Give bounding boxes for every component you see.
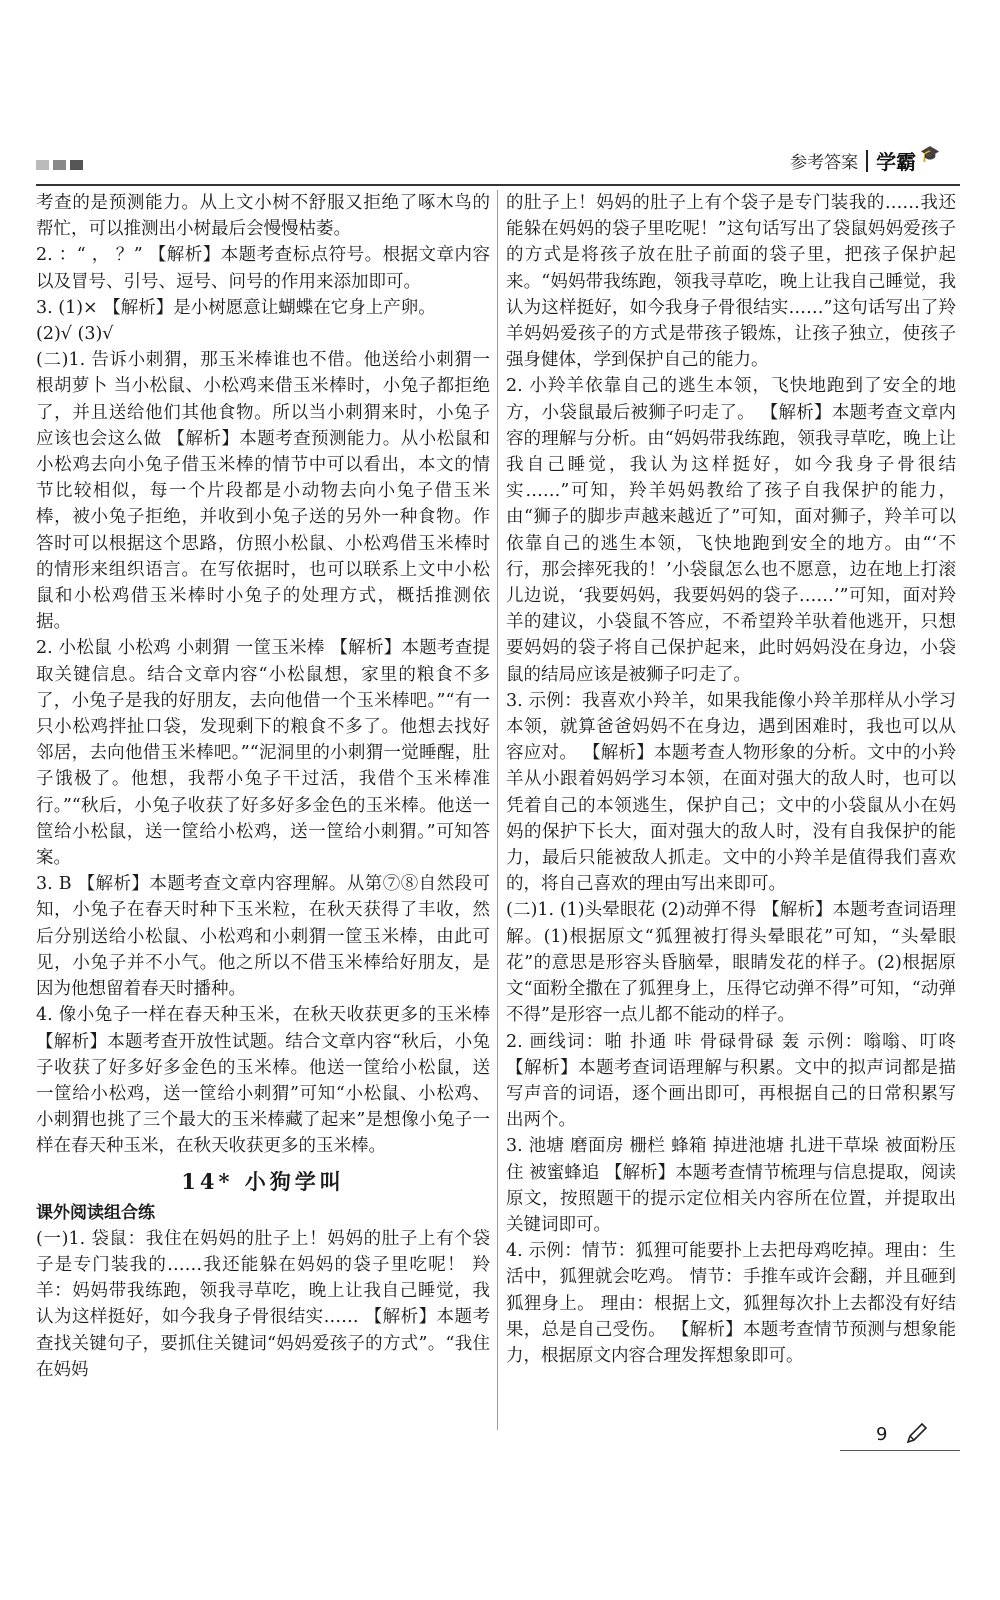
pencil-icon	[904, 1420, 930, 1446]
answer-paragraph: 4. 示例：情节：狐狸可能要扑上去把母鸡吃掉。理由：生活中，狐狸就会吃鸡。 情节：手推车或许会翻，并且砸到狐狸身上。 理由：根据上文，狐狸每次扑上去都没有好结果，总是自己受伤。 【解析】本题考查情节预测与想象能力，根据原文内容合理发挥想象即可。	[506, 1241, 956, 1366]
answer-paragraph: 3. 示例：我喜欢小羚羊，如果我能像小羚羊那样从小学习本领，就算爸爸妈妈不在身边，遇到困难时，我也可以从容应对。 【解析】本题考查人物形象的分析。文中的小羚羊从小跟着妈妈学习本领，在面对强大的敌人时，也可以凭着自己的本领逃生，保护自己；文中的小袋鼠从小在妈妈的保护下长大，面对强大的敌人时，没有自我保护的能力，最后只能被敌人抓走。文中的小羚羊是值得我们喜欢的，将自己喜欢的理由写出来即可。	[506, 690, 956, 895]
right-column	[506, 190, 956, 1369]
section-title: 课外阅读组合练	[36, 1202, 155, 1223]
header-brand-block	[790, 146, 940, 175]
answer-paragraph: 4. 像小兔子一样在春天种玉米，在秋天收获更多的玉米棒 【解析】本题考查开放性试题。结合文章内容“秋后，小兔子收获了好多好多金色的玉米棒。他送一筐给小松鼠，送一筐给小松鸡，送一筐给小刺猬”可知“小松鼠、小松鸡、小刺猬也挑了三个最大的玉米棒藏了起来”是想像小兔子一样在春天种玉米，在秋天收获更多的玉米棒。	[36, 1005, 490, 1157]
answer-paragraph: 3. B 【解析】本题考查文章内容理解。从第⑦⑧自然段可知，小兔子在春天时种下玉米粒，在秋天获得了丰收，然后分别送给小松鼠、小松鸡和小刺猬一筐玉米棒，由此可见，小兔子并不小气。他之所以不借玉米棒给好朋友，是因为他想留着春天时播种。	[36, 874, 490, 1000]
answer-paragraph: 考查的是预测能力。从上文小树不舒服又拒绝了啄木鸟的帮忙，可以推测出小树最后会慢慢枯萎。	[36, 193, 490, 240]
answer-paragraph: 2. ：“ ， ？” 【解析】本题考查标点符号。根据文章内容以及冒号、引号、逗号、问号的作用来添加即可。	[36, 245, 490, 292]
answer-paragraph: 2. 小松鼠 小松鸡 小刺猬 一筐玉米棒 【解析】本题考查提取关键信息。结合文章内容“小松鼠想，家里的粮食不多了，小兔子是我的好朋友，去向他借一个玉米棒吧。”“有一只小松鸡拌扯口袋，发现剩下的粮食不多了。他想去找好邻居，去向他借玉米棒吧。”“泥洞里的小刺猬一觉睡醒，肚子饿极了。他想，我帮小兔子干过活，我借个玉米棒准行。”“秋后，小兔子收获了好多好多金色的玉米棒。他送一筐给小松鼠，送一筐给小松鸡，送一筐给小刺猬。”可知答案。	[36, 638, 490, 869]
answer-paragraph: 3. 池塘 磨面房 栅栏 蜂箱 掉进池塘 扎进干草垛 被面粉压住 被蜜蜂追 【解析】本题考查情节梳理与信息提取，阅读原文，按照题干的提示定位相关内容所在位置，并提取出关键词即可。	[506, 1136, 956, 1235]
answer-paragraph: (2)√ (3)√	[36, 324, 114, 345]
footer-rule	[840, 1450, 960, 1451]
answer-paragraph: 的肚子上！妈妈的肚子上有个袋子是专门装我的……我还能躲在妈妈的袋子里吃呢！”这句话写出了袋鼠妈妈爱孩子的方式是将孩子放在肚子前面的袋子里，把孩子保护起来。“妈妈带我练跑，领我寻草吃，晚上让我自己睡觉，我认为这样挺好，如今我身子骨很结实……”这句话写出了羚羊妈妈爱孩子的方式是带孩子锻炼，让孩子独立，使孩子强身健体，学到保护自己的能力。	[506, 193, 956, 371]
answer-paragraph: (二)1. 告诉小刺猬，那玉米棒谁也不借。他送给小刺猬一根胡萝卜 当小松鼠、小松鸡来借玉米棒时，小兔子都拒绝了，并且送给他们其他食物。所以当小刺猬来时，小兔子应该也会这么做 【解析】本题考查预测能力。从小松鼠和小松鸡去向小兔子借玉米棒的情节中可以看出，本文的情节比较相似，每一个片段都是小动物去向小兔子借玉米棒，被小兔子拒绝，并收到小兔子送的另外一种食物。作答时可以根据这个思路，仿照小松鼠、小松鸡借玉米棒时的情形来组织语言。在写依据时，也可以联系上文中小松鼠和小松鸡借玉米棒时小兔子的处理方式，概括推测依据。	[36, 350, 490, 633]
column-divider	[497, 190, 498, 1430]
header-separator	[866, 150, 868, 172]
graduation-cap-icon: 🎓	[920, 144, 940, 163]
left-column	[36, 190, 490, 1383]
answer-paragraph: (二)1. (1)头晕眼花 (2)动弹不得 【解析】本题考查词语理解。(1)根据原文“狐狸被打得头晕眼花”可知，“头晕眼花”的意思是形容头昏脑晕，眼睛发花的样子。(2)根据原文“面粉全撒在了狐狸身上，压得它动弹不得”可知，“动弹不得”是形容一点儿都不能动的样子。	[506, 900, 956, 1026]
header-decoration	[36, 160, 83, 170]
header-rule	[36, 184, 960, 186]
lesson-title: 14* 小狗学叫	[181, 1168, 345, 1194]
header-brand: 学霸	[876, 150, 917, 174]
answer-paragraph: (一)1. 袋鼠：我住在妈妈的肚子上！妈妈的肚子上有个袋子是专门装我的……我还能躲在妈妈的袋子里吃呢！ 羚羊：妈妈带我练跑，领我寻草吃，晚上让我自己睡觉，我认为这样挺好，如今我身子骨很结实…… 【解析】本题考查找关键句子，要抓住关键词“妈妈爱孩子的方式”。“我住在妈妈	[36, 1228, 490, 1380]
page-number: 9	[876, 1424, 888, 1445]
answer-paragraph: 2. 画线词：啪 扑通 咔 骨碌骨碌 轰 示例：嗡嗡、叮咚 【解析】本题考查词语理解与积累。文中的拟声词都是描写声音的词语，逐个画出即可，再根据自己的日常积累写出两个。	[506, 1031, 956, 1131]
answer-paragraph: 3. (1)× 【解析】是小树愿意让蝴蝶在它身上产卵。	[36, 297, 436, 318]
header-label: 参考答案	[790, 153, 859, 173]
answer-paragraph: 2. 小羚羊依靠自己的逃生本领，飞快地跑到了安全的地方，小袋鼠最后被狮子叼走了。 【解析】本题考查文章内容的理解与分析。由“妈妈带我练跑，领我寻草吃，晚上让我自己睡觉，我认为这样挺好，如今我身子骨很结实……”可知，羚羊妈妈教给了孩子自我保护的能力，由“狮子的脚步声越来越近了”可知，面对狮子，羚羊可以依靠自己的逃生本领，飞快地跑到安全的地方。由“‘不行，那会摔死我的！’小袋鼠怎么也不愿意，边在地上打滚儿边说，‘我要妈妈，我要妈妈的袋子……’”可知，面对羚羊的建议，小袋鼠不答应，不希望羚羊驮着他逃开，只想要妈妈的袋子将自己保护起来，此时妈妈没在身边，小袋鼠的结局应该是被狮子叼走了。	[506, 376, 956, 685]
